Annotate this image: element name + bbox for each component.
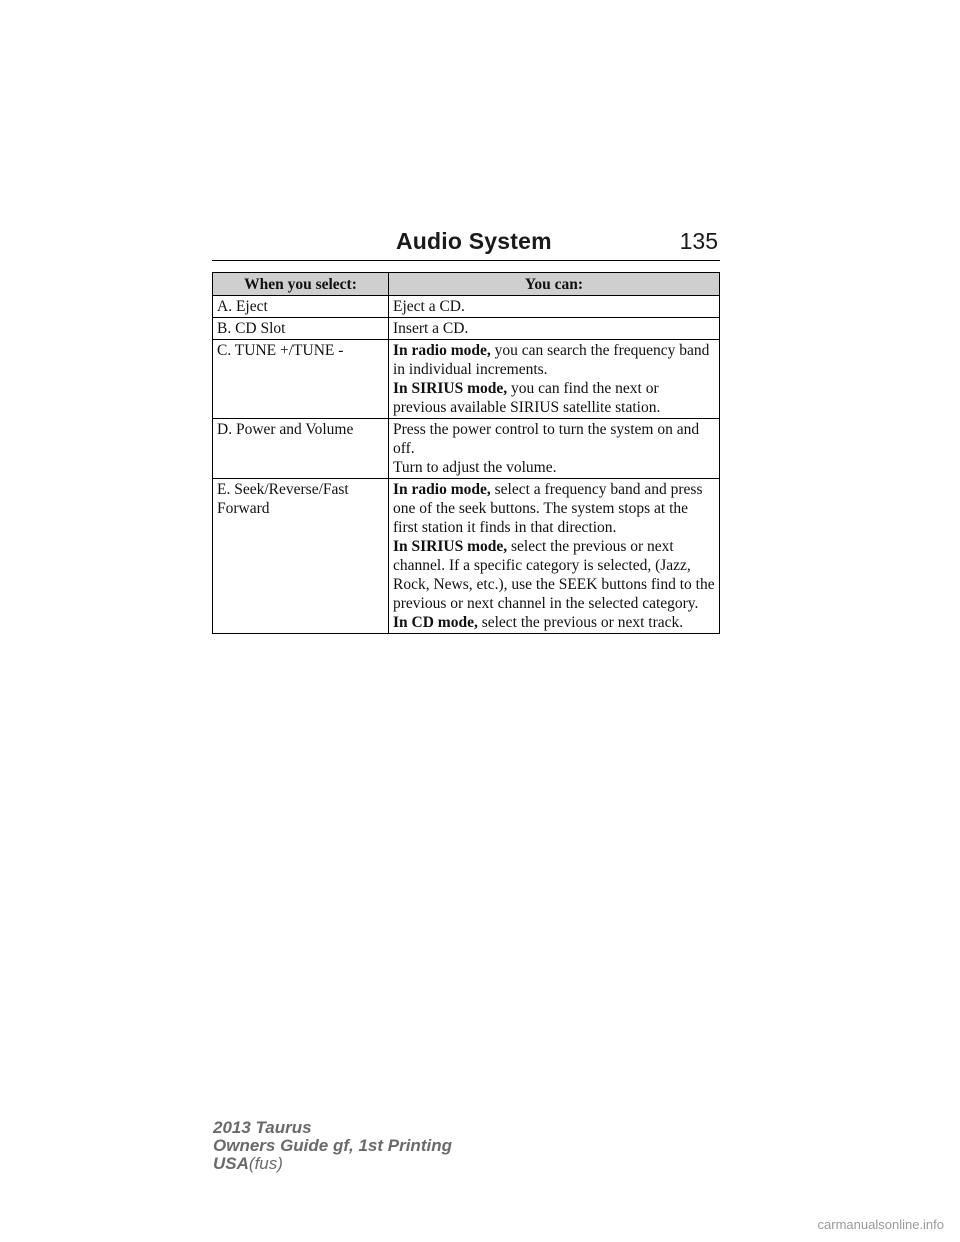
- action-text: you can search the frequency band in individual increments.: [393, 342, 710, 378]
- mode-label: In radio mode,: [393, 481, 491, 498]
- select-cell: C. TUNE +/TUNE -: [213, 340, 389, 419]
- header-rule: [212, 260, 720, 261]
- action-text: Press the power control to turn the system on and off.: [393, 421, 700, 457]
- table-row: [213, 419, 720, 479]
- action-cell: [389, 296, 720, 318]
- action-paragraph: [393, 379, 715, 417]
- table-row: [213, 340, 720, 419]
- column-header-action: You can:: [389, 273, 720, 296]
- table-row: [213, 296, 720, 318]
- action-cell: [389, 340, 720, 419]
- site-watermark: carmanualsonline.info: [817, 1217, 944, 1232]
- action-text: Turn to adjust the volume.: [393, 459, 557, 476]
- table-row: [213, 479, 720, 634]
- action-paragraph: [393, 297, 715, 316]
- footer-region: [213, 1155, 452, 1173]
- action-cell: [389, 318, 720, 340]
- column-header-select: When you select:: [213, 273, 389, 296]
- mode-label: In radio mode,: [393, 342, 491, 359]
- footer-guide: Owners Guide gf, 1st Printing: [213, 1136, 452, 1155]
- table-row: [213, 318, 720, 340]
- document-footer: [213, 1119, 452, 1173]
- action-cell: [389, 419, 720, 479]
- footer-region-main: USA: [213, 1154, 249, 1173]
- select-cell: D. Power and Volume: [213, 419, 389, 479]
- footer-model: 2013 Taurus: [213, 1118, 312, 1137]
- action-text: you can find the next or previous available SIRIUS satellite station.: [393, 380, 661, 416]
- select-cell: A. Eject: [213, 296, 389, 318]
- table-header-row: [213, 273, 720, 296]
- footer-region-code: (fus): [248, 1154, 283, 1173]
- page-header: [212, 226, 720, 258]
- page-number: 135: [679, 228, 718, 254]
- section-title: Audio System: [396, 228, 552, 254]
- mode-label: In SIRIUS mode,: [393, 380, 508, 397]
- action-text: select the previous or next track.: [477, 614, 684, 631]
- action-paragraph: [393, 341, 715, 379]
- action-text: Insert a CD.: [393, 320, 469, 337]
- action-paragraph: [393, 537, 715, 613]
- action-paragraph: [393, 613, 715, 632]
- action-paragraph: [393, 458, 715, 477]
- select-cell: B. CD Slot: [213, 318, 389, 340]
- action-paragraph: [393, 319, 715, 338]
- action-paragraph: [393, 420, 715, 458]
- mode-label: In CD mode,: [393, 614, 478, 631]
- action-paragraph: [393, 480, 715, 537]
- action-text: select the previous or next channel. If a specific category is selected, (Jazz, Rock, News, etc.), use the SEEK buttons find to the previous or next channel in the selected category.: [393, 538, 715, 612]
- action-text: select a frequency band and press one of the seek buttons. The system stops at the first station it finds in that direction.: [393, 481, 703, 536]
- audio-controls-table: [212, 272, 720, 634]
- mode-label: In SIRIUS mode,: [393, 538, 508, 555]
- select-cell: E. Seek/Reverse/Fast Forward: [213, 479, 389, 634]
- action-cell: [389, 479, 720, 634]
- action-text: Eject a CD.: [393, 298, 465, 315]
